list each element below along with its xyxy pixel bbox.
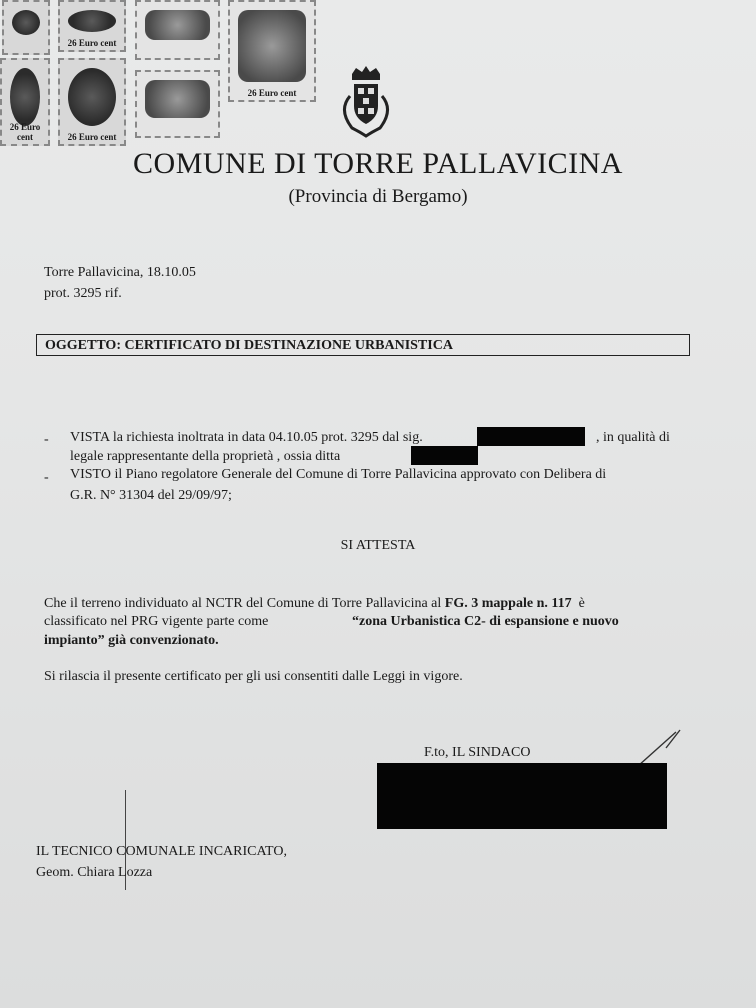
technician-name: Geom. Chiara Lozza <box>36 865 153 880</box>
stamp-value: 26 Euro cent <box>9 122 41 142</box>
body-text: classificato nel PRG vigente parte come <box>44 614 269 629</box>
mayor-signature-label: F.to, IL SINDACO <box>424 745 531 760</box>
stamp <box>135 70 220 138</box>
stamp-colosseum-icon <box>238 10 306 82</box>
body-line <box>44 595 694 614</box>
signature-mark-icon <box>636 728 682 768</box>
premise-line: VISTO il Piano regolatore Generale del Comune di Torre Pallavicina approvato con Delibera di <box>70 467 607 482</box>
protocol-number: prot. 3295 rif. <box>44 286 122 301</box>
body-line: Si rilascia il presente certificato per gli usi consentiti dalle Leggi in vigore. <box>44 669 463 684</box>
premise-line: G.R. N° 31304 del 29/09/97; <box>70 488 232 503</box>
stamp <box>58 58 126 146</box>
stamp <box>135 0 220 60</box>
stamp <box>0 58 50 146</box>
technician-title: IL TECNICO COMUNALE INCARICATO, <box>36 844 287 859</box>
coat-of-arms-icon <box>330 66 402 138</box>
body-text: è <box>578 596 585 611</box>
redacted-name <box>477 427 585 446</box>
stamp-emblem-icon <box>145 10 210 40</box>
stamp <box>2 0 50 55</box>
premise-line: VISTA la richiesta inoltrata in data 04.10.05 prot. 3295 dal sig. <box>70 430 423 445</box>
parcel-reference: FG. 3 mappale n. 117 <box>444 596 572 611</box>
page-subtitle: (Provincia di Bergamo) <box>288 186 468 207</box>
redacted-mayor-signature <box>377 763 667 829</box>
stamp-value: 26 Euro cent <box>247 88 297 98</box>
page-title: COMUNE DI TORRE PALLAVICINA <box>133 147 623 180</box>
stamp-value: 26 Euro cent <box>67 38 117 48</box>
stamp <box>58 0 126 52</box>
premise-line: , in qualità di <box>596 430 670 445</box>
body-text: Che il terreno individuato al NCTR del Comune di Torre Pallavicina al <box>44 596 445 611</box>
stamp-emblem-icon <box>145 80 210 118</box>
zone-classification: “zona Urbanistica C2- di espansione e nuovo <box>352 614 619 629</box>
stamp-portrait-icon <box>68 10 116 32</box>
stamp <box>228 0 316 102</box>
stamp-portrait-icon <box>10 68 40 126</box>
redacted-company <box>411 446 478 465</box>
subject-box <box>36 334 690 356</box>
body-line <box>44 613 694 632</box>
stamp-value: 26 Euro cent <box>67 132 117 142</box>
postage-stamps <box>0 0 320 150</box>
stamp-portrait-icon <box>68 68 116 126</box>
attestation-heading: SI ATTESTA <box>340 538 416 553</box>
body-line: impianto” già convenzionato. <box>44 633 219 648</box>
stamp-portrait-icon <box>12 10 40 35</box>
place-date: Torre Pallavicina, 18.10.05 <box>44 265 196 280</box>
bullet-dash: - <box>44 470 49 485</box>
bullet-dash: - <box>44 432 49 447</box>
premise-line: legale rappresentante della proprietà , ossia ditta <box>70 449 341 464</box>
subject-text: OGGETTO: CERTIFICATO DI DESTINAZIONE URBANISTICA <box>45 338 453 353</box>
